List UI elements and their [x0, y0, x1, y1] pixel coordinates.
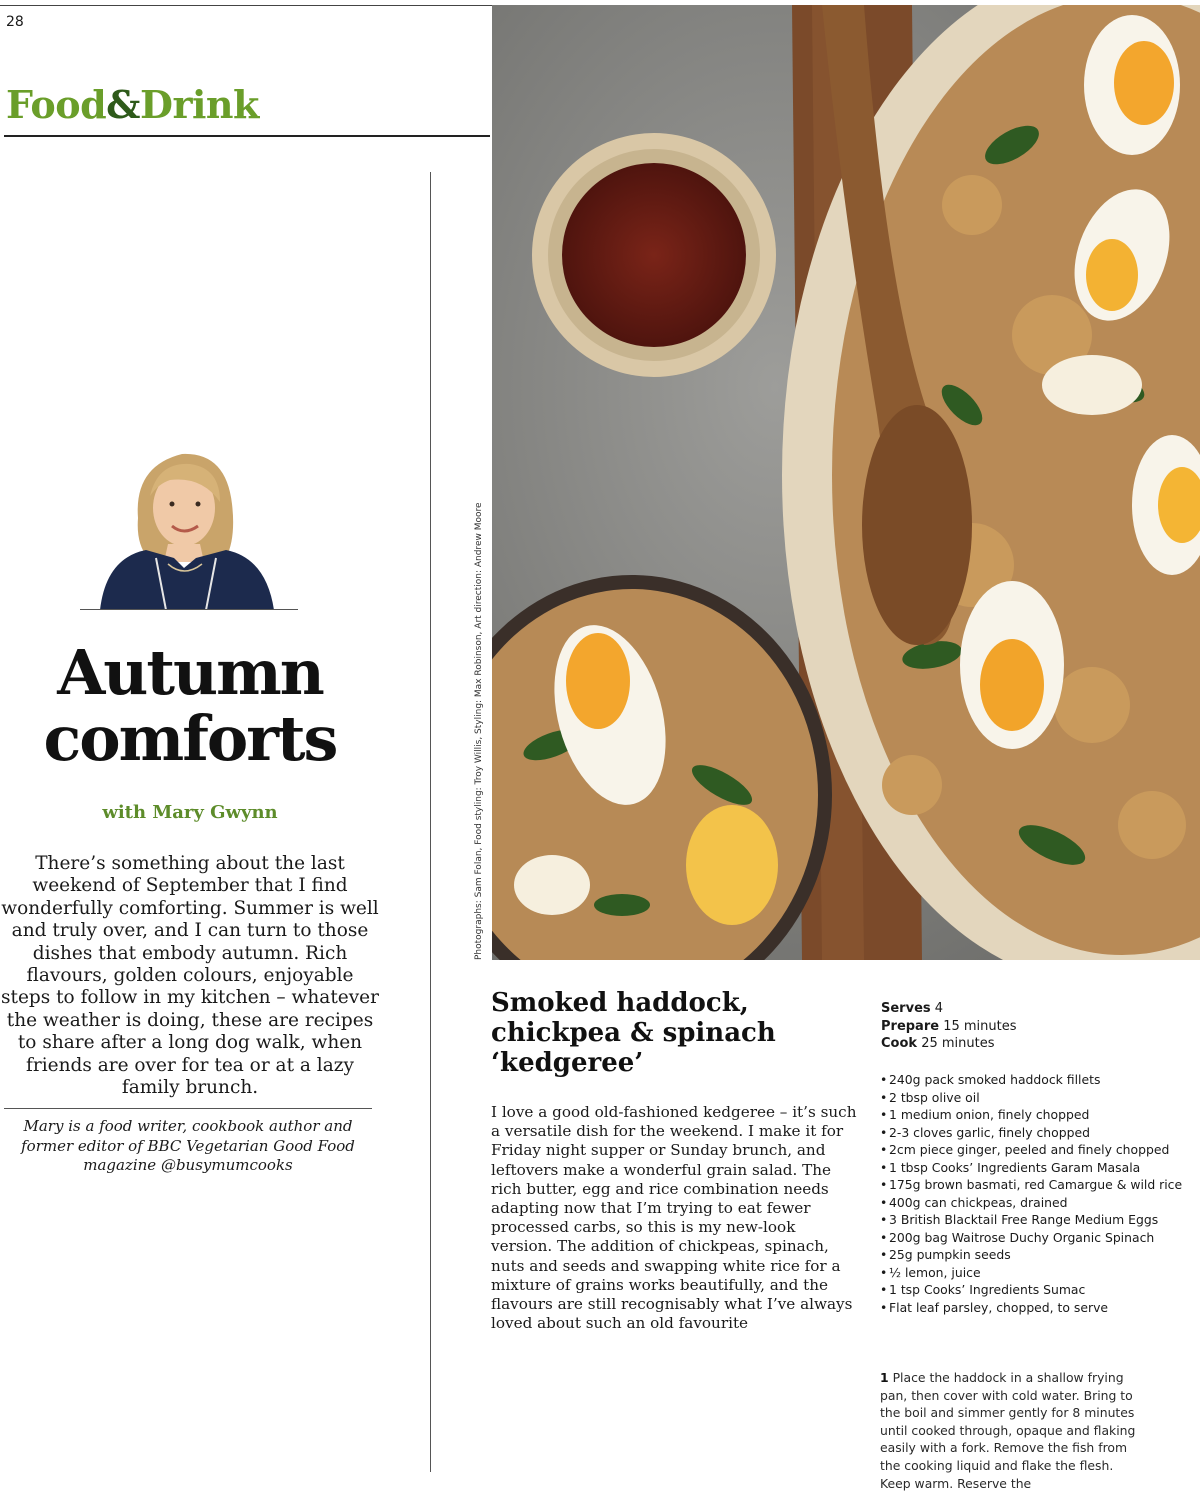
prepare-label: Prepare	[881, 1018, 940, 1034]
section-title-food: Food	[6, 82, 107, 127]
section-title-drink: Drink	[139, 82, 259, 127]
photo-credit: Photographs: Sam Folan, Food styling: Troy Willis, Styling: Max Robinson, Art direction: Andrew Moore	[474, 502, 484, 960]
portrait-rule	[80, 609, 298, 610]
method-step-number: 1	[880, 1370, 889, 1385]
ingredients-list	[880, 1071, 1195, 1316]
method-step	[880, 1369, 1142, 1492]
cook-label: Cook	[881, 1036, 918, 1051]
ingredient-item: • ½ lemon, juice	[880, 1264, 1195, 1282]
hero-photo	[492, 5, 1200, 960]
section-title-amp: &	[106, 82, 140, 127]
ingredient-item: • 240g pack smoked haddock fillets	[880, 1071, 1195, 1089]
prepare-value: 15 minutes	[943, 1018, 1017, 1034]
top-rule	[0, 5, 492, 6]
cook-value: 25 minutes	[921, 1036, 995, 1051]
author-bio: Mary is a food writer, cookbook author and former editor of BBC Vegetarian Good Food magazine @busymumcooks	[21, 1117, 355, 1174]
author-portrait	[98, 446, 276, 610]
recipe-title-line-1: Smoked haddock,	[491, 988, 749, 1018]
prepare-row	[881, 1018, 1181, 1036]
ingredient-item: • 175g brown basmati, red Camargue & wild rice	[880, 1176, 1195, 1194]
recipe-title-line-2: chickpea & spinach	[491, 1018, 776, 1048]
ingredient-item: • 1 medium onion, finely chopped	[880, 1106, 1195, 1124]
column-intro: There’s something about the last weekend of September that I find wonderfully comforting. Summer is well and truly over, and I can turn to those dishes that embody autumn. Rich flavours, golden colours, enjoyable steps to follow in my kitchen – whatever the weather is doing, these are recipes to share after a long dog walk, when friends are over for tea or at a lazy family brunch.	[1, 853, 379, 1099]
ingredient-item: • 400g can chickpeas, drained	[880, 1194, 1195, 1212]
ingredient-item: • 2cm piece ginger, peeled and finely chopped	[880, 1141, 1195, 1159]
headline-line-2: comforts	[43, 702, 337, 775]
ingredient-item: • 25g pumpkin seeds	[880, 1246, 1195, 1264]
ingredient-item: • 2 tbsp olive oil	[880, 1089, 1195, 1107]
serves-value: 4	[934, 1001, 944, 1016]
recipe-title	[491, 988, 861, 1078]
page-number: 28	[6, 14, 24, 30]
serves-row	[881, 1000, 1181, 1018]
section-rule	[4, 135, 490, 137]
column-headline	[0, 636, 380, 775]
kedgeree-photo-illustration	[492, 5, 1200, 960]
recipe-title-line-3: ‘kedgeree’	[491, 1048, 644, 1078]
serves-label: Serves	[881, 1001, 931, 1016]
section-title	[6, 82, 259, 127]
ingredient-item: • 1 tbsp Cooks’ Ingredients Garam Masala	[880, 1159, 1195, 1177]
recipe-meta	[881, 1000, 1181, 1053]
ingredient-item: • 2-3 cloves garlic, finely chopped	[880, 1124, 1195, 1142]
ingredient-item: • 3 British Blacktail Free Range Medium Eggs	[880, 1211, 1195, 1229]
ingredient-item: • 1 tsp Cooks’ Ingredients Sumac	[880, 1281, 1195, 1299]
method-step-text: Place the haddock in a shallow frying pan, then cover with cold water. Bring to the boil and simmer gently for 8 minutes until cooked through, opaque and flaking easily with a fork. Remove the fish from the cooking liquid and flake the flesh. Keep warm. Reserve the	[880, 1370, 1136, 1491]
column-divider	[430, 172, 431, 1472]
ingredient-item: • Flat leaf parsley, chopped, to serve	[880, 1299, 1195, 1317]
byline: with Mary Gwynn	[102, 802, 278, 823]
headline-line-1: Autumn	[57, 636, 323, 709]
bio-rule	[4, 1108, 372, 1109]
author-portrait-illustration	[98, 446, 276, 610]
cook-row	[881, 1035, 1181, 1053]
ingredient-item: • 200g bag Waitrose Duchy Organic Spinach	[880, 1229, 1195, 1247]
recipe-intro: I love a good old-fashioned kedgeree – it’s such a versatile dish for the weekend. I make it for Friday night supper or Sunday brunch, and leftovers make a wonderful grain salad. The rich butter, egg and rice combination needs adapting now that I’m trying to eat fewer processed carbs, so this is my new-look version. The addition of chickpeas, spinach, nuts and seeds and swapping white rice for a mixture of grains works beautifully, and the flavours are still recognisably what I’ve always loved about such an old favourite	[491, 1103, 857, 1333]
